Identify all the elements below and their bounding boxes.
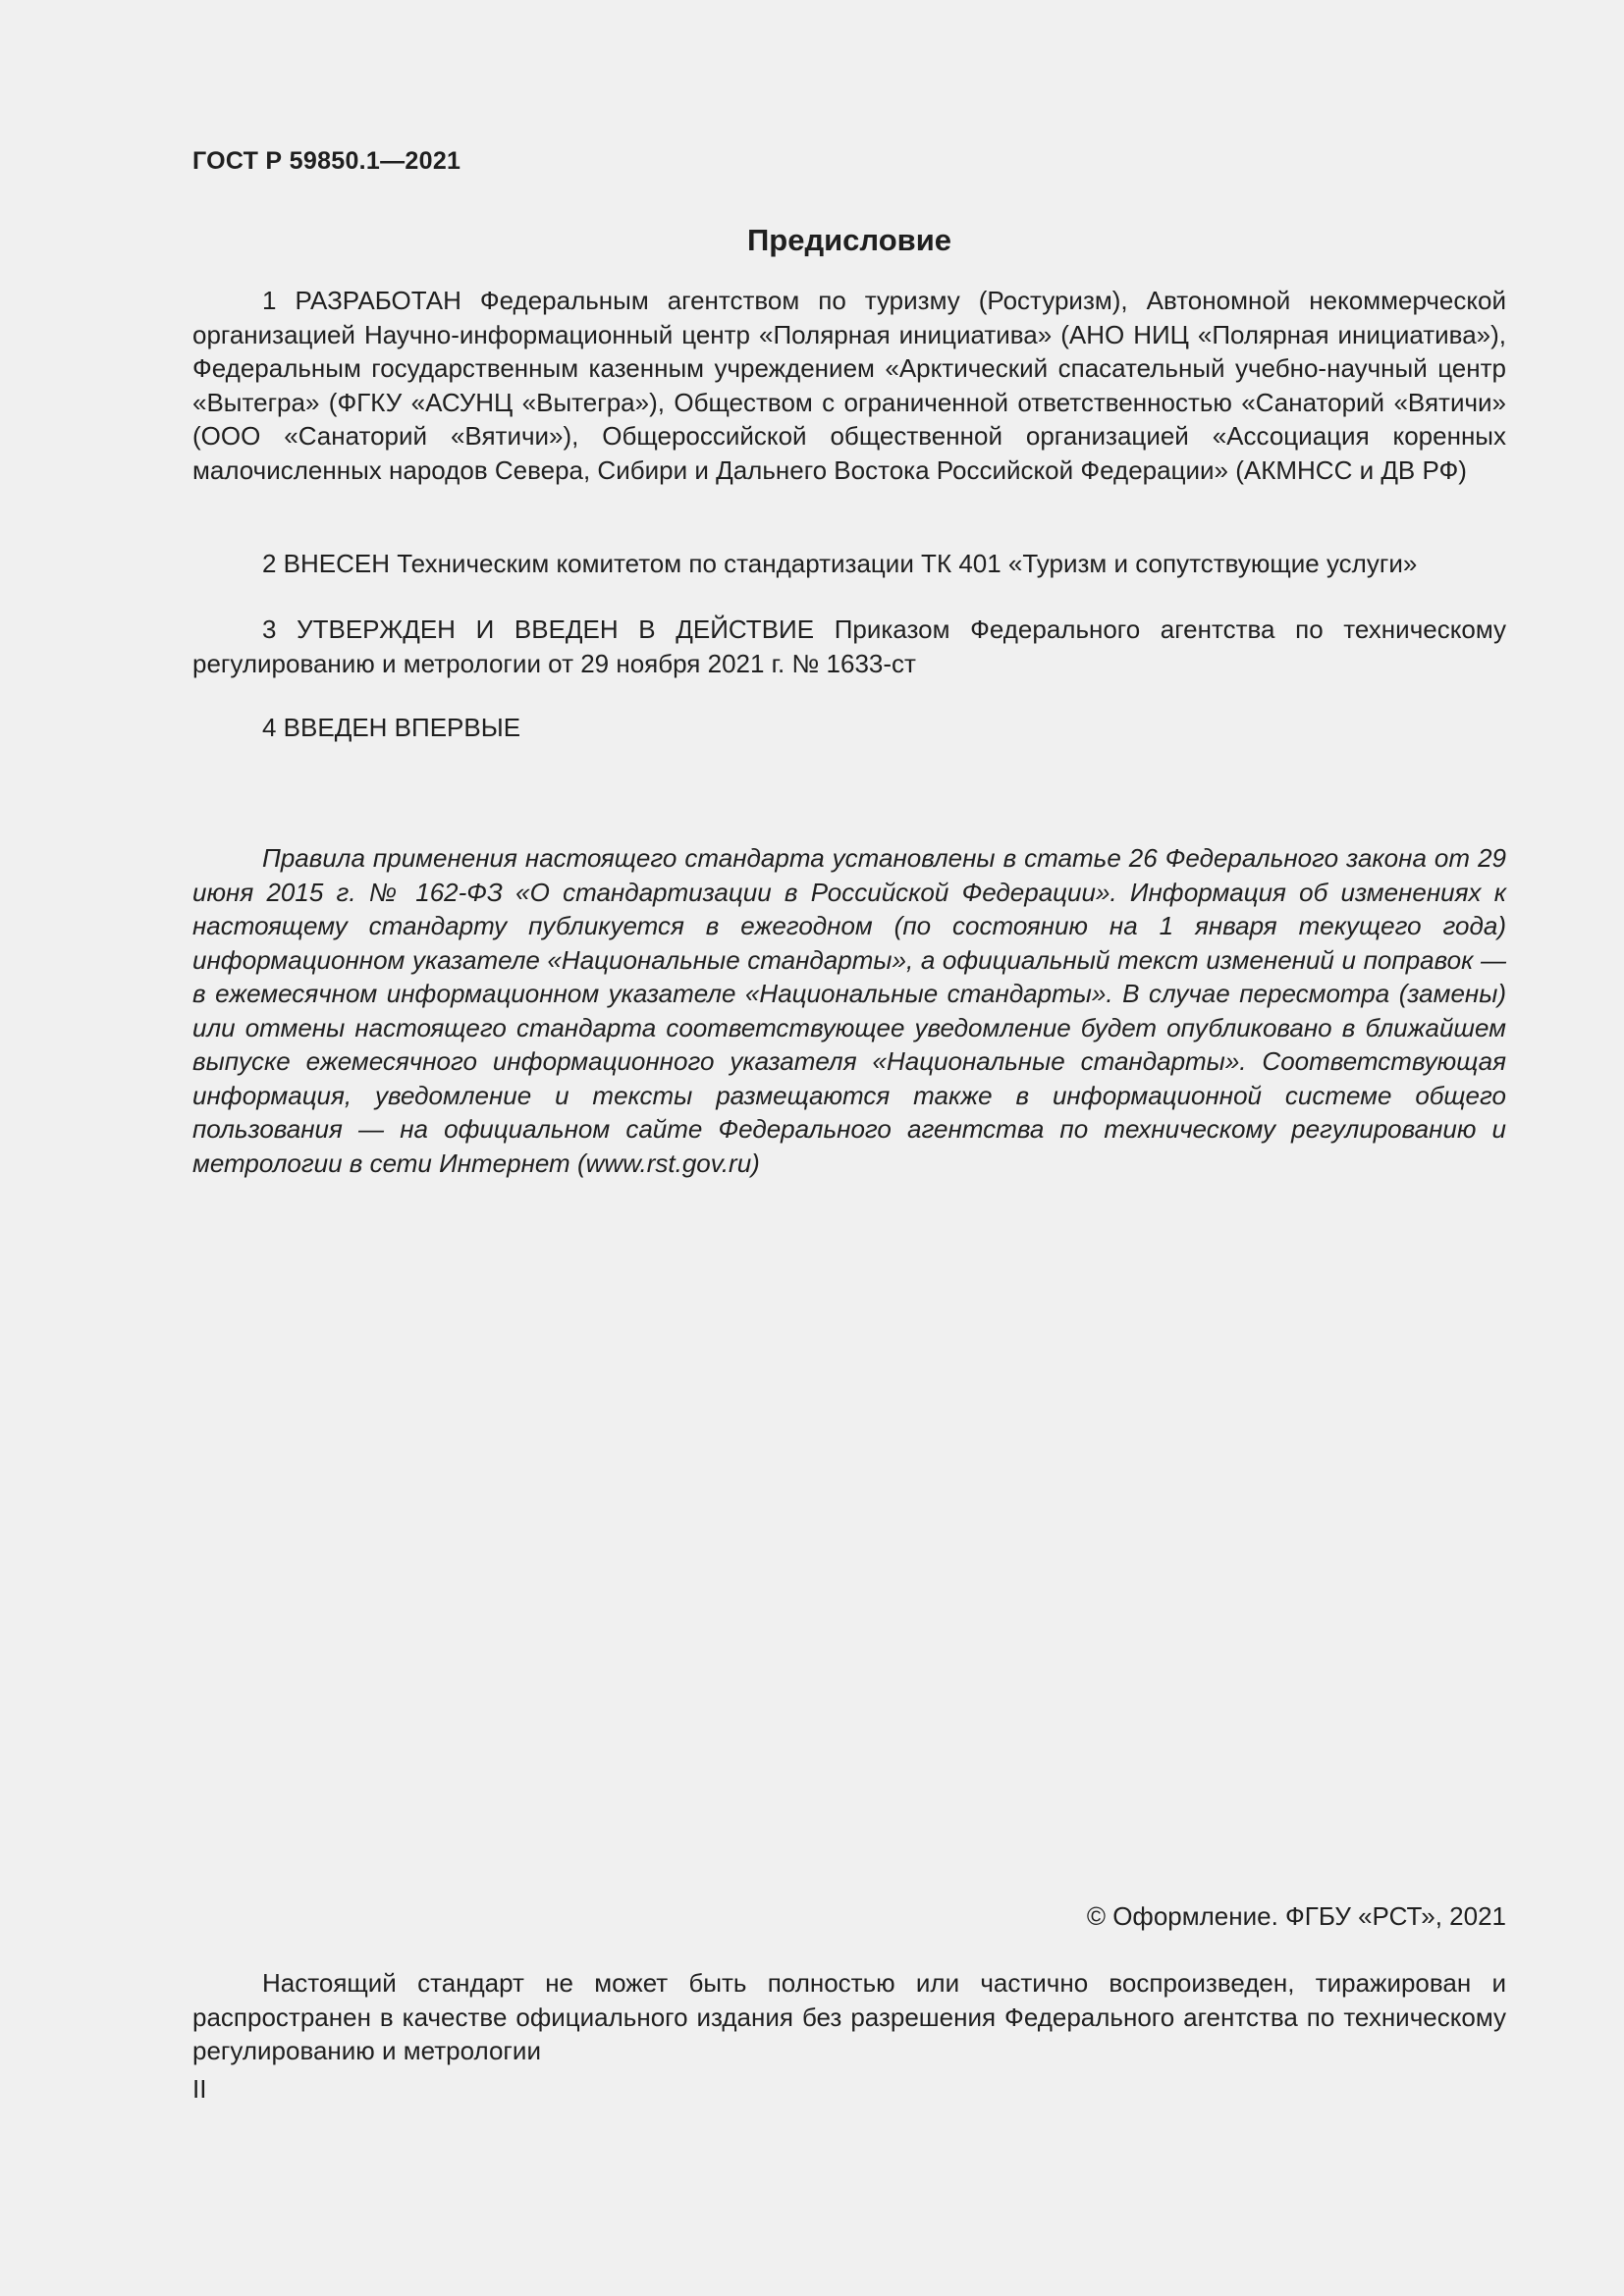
foreword-item-4 [192, 711, 1506, 745]
foreword-item-2-text: 2 ВНЕСЕН Техническим комитетом по стандартизации ТК 401 «Туризм и сопутствующие услуги» [262, 549, 1418, 578]
foreword-item-2 [192, 547, 1506, 581]
copyright-line: © Оформление. ФГБУ «РСТ», 2021 [1086, 1901, 1506, 1931]
page-number: II [192, 2074, 207, 2104]
page-title: Предисловие [746, 223, 951, 257]
reproduction-notice-text: Настоящий стандарт не может быть полностью или частично воспроизведен, тиражирован и распространен в качестве официального издания без разрешения Федерального агентства по техническому регулированию и метрологии [192, 1968, 1506, 2065]
foreword-item-3-text: 3 УТВЕРЖДЕН И ВВЕДЕН В ДЕЙСТВИЕ Приказом Федерального агентства по техническому регулированию и метрологии от 29 ноября 2021 г. № 1633-ст [192, 614, 1506, 678]
foreword-item-4-text: 4 ВВЕДЕН ВПЕРВЫЕ [262, 713, 521, 742]
rules-notice-text: Правила применения настоящего стандарта установлены в статье 26 Федерального закона от 29 июня 2015 г. № 162-ФЗ «О стандартизации в Российской Федерации». Информация об изменениях к настоящему стандарту публикуется в ежегодном (по состоянию на 1 января текущего года) информационном указателе «Национальные стандарты», а официальный текст изменений и поправок — в ежемесячном информационном указателе «Национальные стандарты». В случае пересмотра (замены) или отмены настоящего стандарта соответствующее уведомление будет опубликовано в ближайшем выпуске ежемесячного информационного указателя «Национальные стандарты». Соответствующая информация, уведомление и тексты размещаются также в информационной системе общего пользования — на официальном сайте Федерального агентства по техническому регулированию и метрологии в сети Интернет (www.rst.gov.ru) [192, 843, 1506, 1178]
reproduction-notice [192, 1966, 1506, 2068]
rules-notice [192, 841, 1506, 1180]
document-code: ГОСТ Р 59850.1—2021 [192, 147, 461, 175]
foreword-item-1 [192, 284, 1506, 487]
foreword-item-3 [192, 613, 1506, 680]
foreword-item-1-text: 1 РАЗРАБОТАН Федеральным агентством по туризму (Ростуризм), Автономной некоммерческой организацией Научно-информационный центр «Полярная инициатива» (АНО НИЦ «Полярная инициатива»), Федеральным государственным казенным учреждением «Арктический спасательный учебно-научный центр «Вытегра» (ФГКУ «АСУНЦ «Вытегра»), Обществом с ограниченной ответственностью «Санаторий «Вятичи» (ООО «Санаторий «Вятичи»), Общероссийской общественной организацией «Ассоциация коренных малочисленных народов Севера, Сибири и Дальнего Востока Российской Федерации» (АКМНСС и ДВ РФ) [192, 286, 1506, 485]
